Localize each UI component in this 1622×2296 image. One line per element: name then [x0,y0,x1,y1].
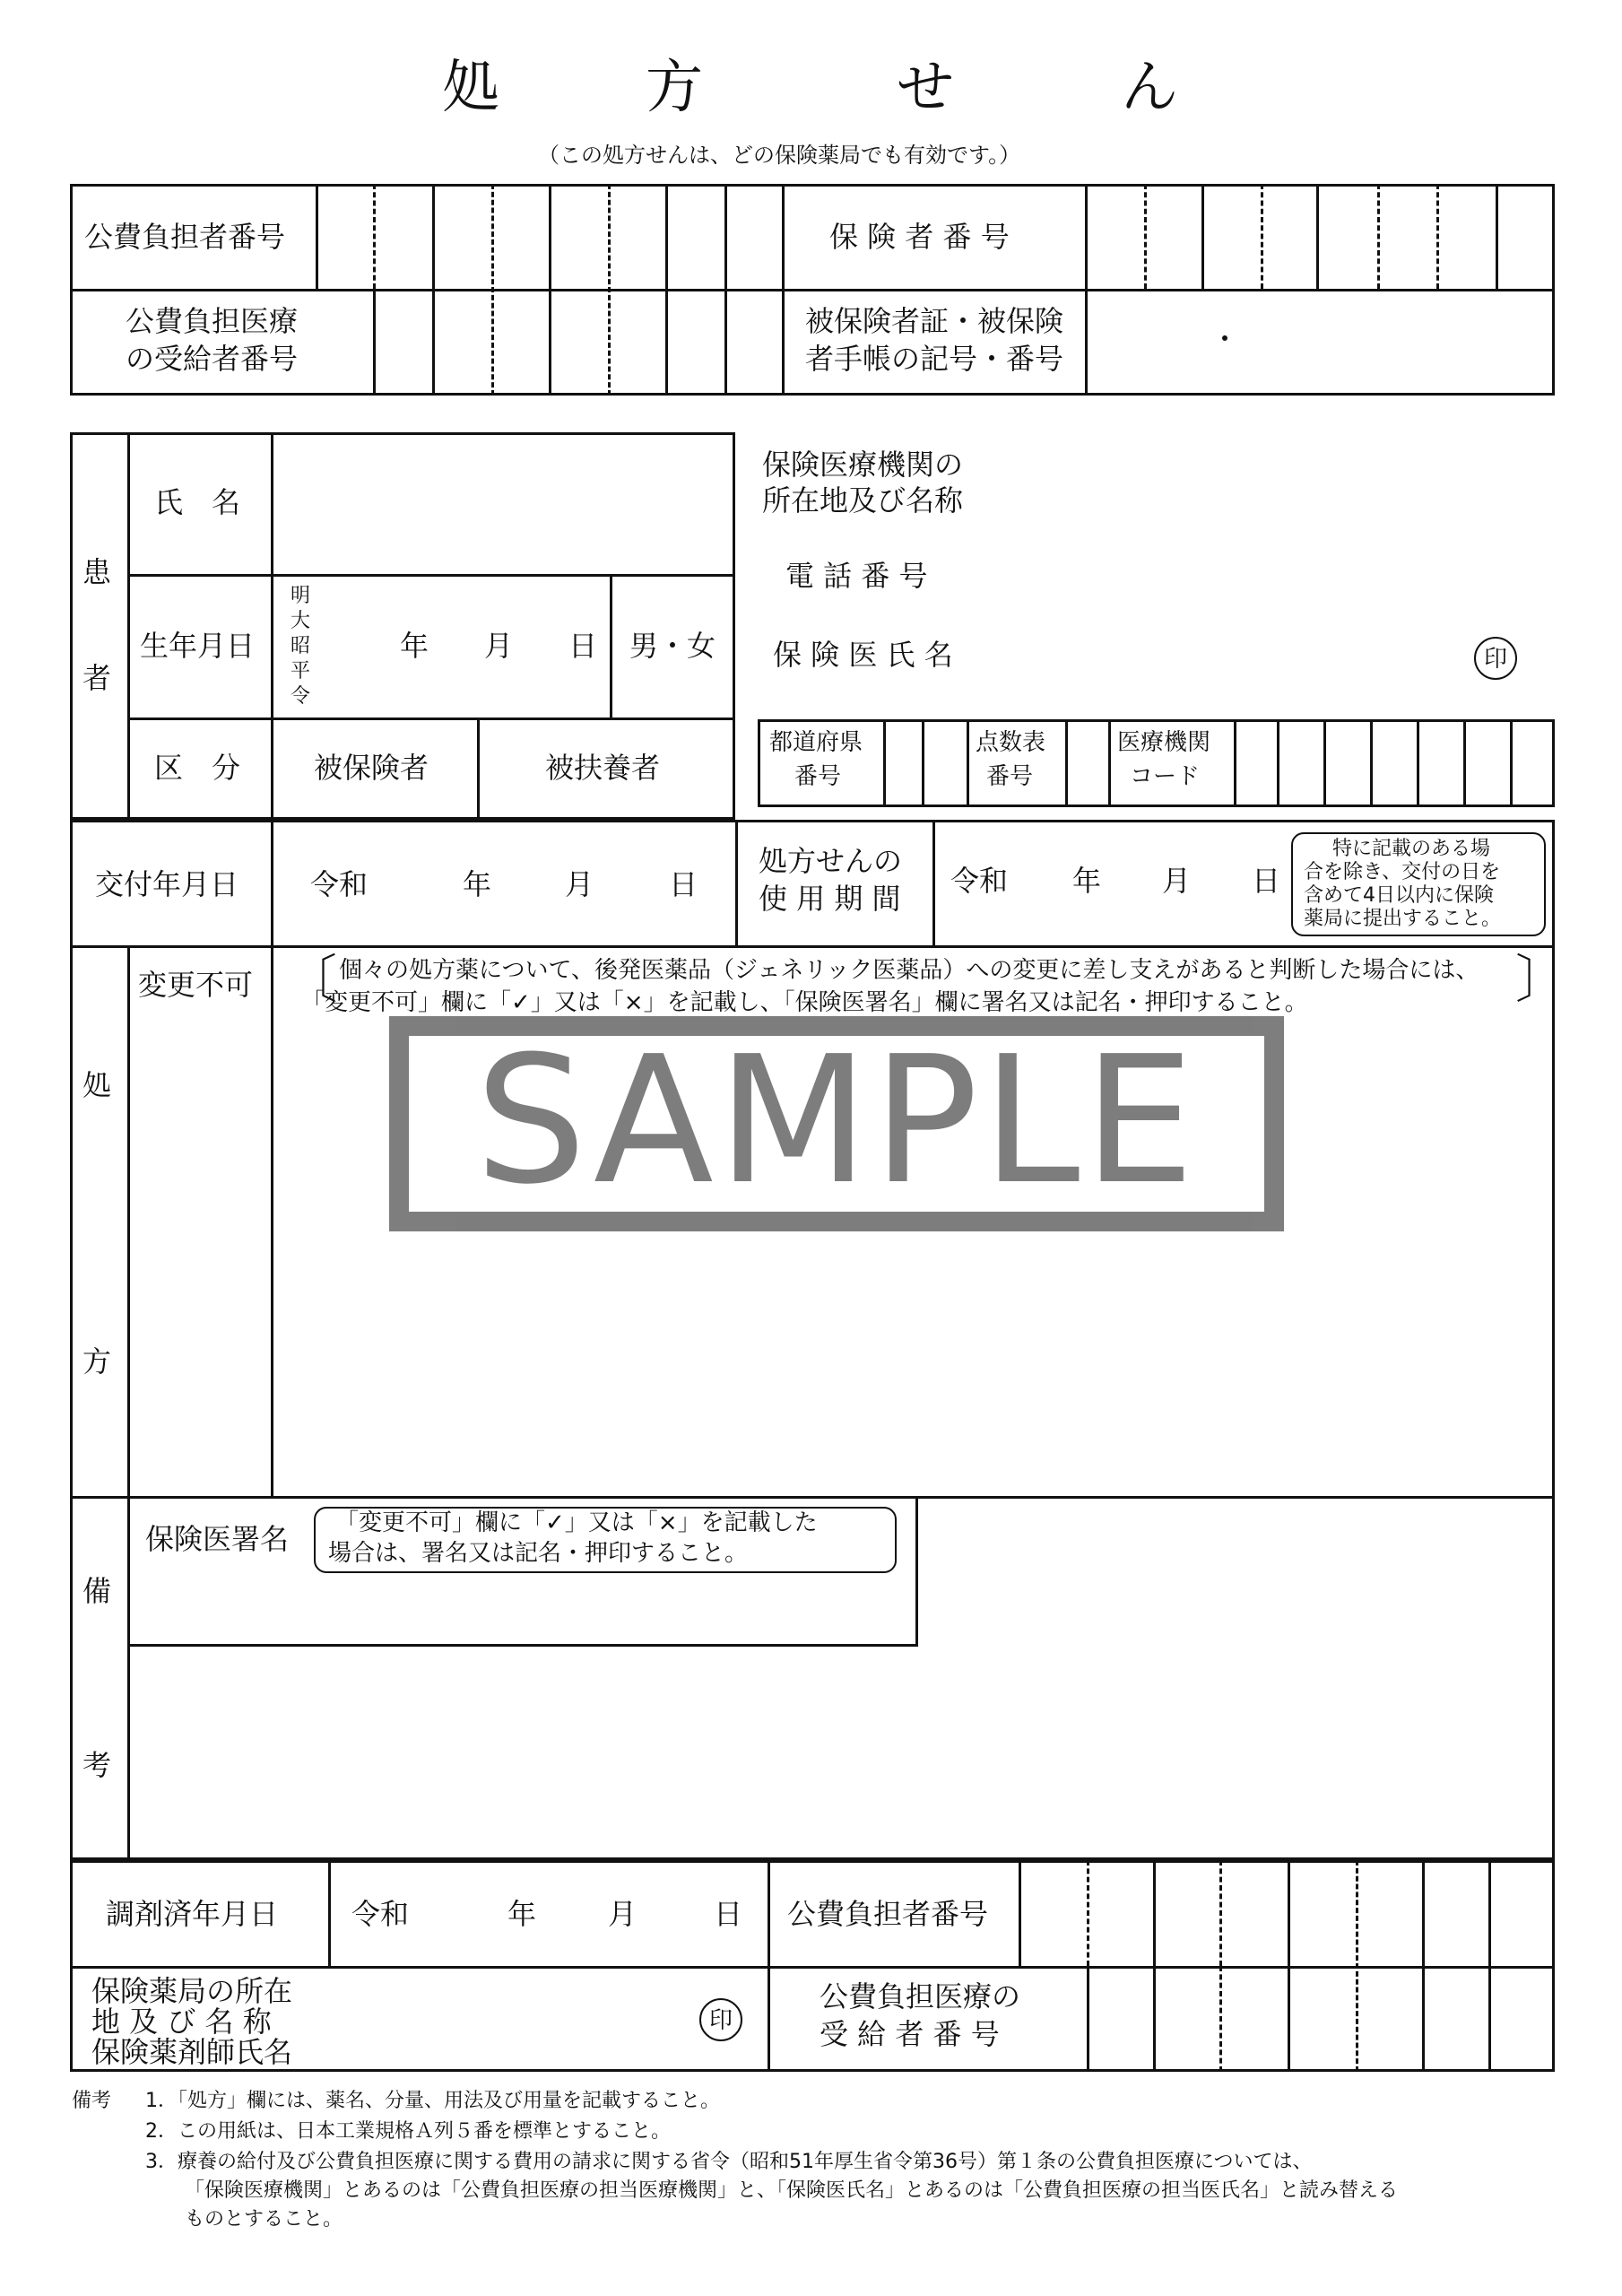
subtitle: （この処方せんは、どの保険薬局でも有効です。） [538,143,1021,168]
institution-location-1: 保険医療機関の [762,448,964,482]
sign-note-1: 「変更不可」欄に「✓」又は「×」を記載した [335,1509,818,1536]
insured-card-label-2: 者手帳の記号・番号 [805,342,1064,376]
institution-code-label-1: 医療機関 [1117,729,1211,756]
institution-code-label-2: コード [1130,763,1201,790]
footer-note-3c: ものとすること。 [185,2208,343,2231]
footer-note-3a: 3．療養の給付及び公費負担医療に関する費用の請求に関する省令（昭和51年厚生省令第36号）第１条の公費負担医療については、 [145,2151,1313,2173]
dispense-month: 月 [608,1897,638,1931]
use-period-label-1: 処方せんの [759,844,903,878]
era-heisei: 平 [291,660,311,683]
dob-month: 月 [484,629,514,663]
patient-section-1: 患 [82,555,112,589]
period-era: 令和 [950,864,1009,898]
pharmacist-seal-icon: 印 [699,1998,742,2041]
public-recipient-no-label-1: 公費負担医療 [126,304,299,338]
dob-day: 日 [568,629,598,663]
period-note-3: 含めて4日以内に保険 [1304,884,1494,907]
period-month: 月 [1162,864,1192,898]
name-label: 氏 名 [154,485,241,519]
period-note-4: 薬局に提出すること。 [1304,908,1502,930]
dob-year: 年 [400,629,429,663]
issue-year: 年 [463,867,492,901]
era-reiwa: 令 [291,685,311,708]
dispense-public-payer-label: 公費負担者番号 [787,1897,989,1931]
dispense-date-label: 調剤済年月日 [106,1897,279,1931]
remarks-section-1: 備 [82,1574,112,1608]
period-year: 年 [1072,864,1102,898]
public-recipient-no-label-2: の受給者番号 [126,342,299,376]
patient-section-2: 者 [82,661,112,695]
use-period-label-2: 使 用 期 間 [759,882,901,916]
issue-month: 月 [565,867,594,901]
dispense-era: 令和 [351,1897,410,1931]
title-char-4: ん [1121,55,1178,121]
insured-option: 被保険者 [314,751,429,785]
issue-day: 日 [669,867,698,901]
era-taisho: 大 [291,610,311,632]
phone-label: 電 話 番 号 [785,559,928,593]
footer-note-1: 1．「処方」欄には、薬名、分量、用法及び用量を記載すること。 [145,2090,720,2112]
pharmacy-label-2: 地 及 び 名 称 [91,2005,272,2039]
dob-label: 生年月日 [140,629,256,663]
footer-label: 備考 [72,2090,112,2112]
doctor-seal-icon: 印 [1474,637,1517,680]
public-payer-no-label: 公費負担者番号 [84,220,286,254]
issue-era: 令和 [310,867,369,901]
footer-note-3b: 「保険医療機関」とあるのは「公費負担医療の担当医療機関」と、「保険医氏名」とあるのは「公費負担医療の担当医氏名」と読み替える [185,2179,1399,2202]
pharmacy-label-1: 保険薬局の所在 [91,1974,293,2008]
period-note-2: 合を除き、交付の日を [1304,861,1501,883]
pref-no-label-2: 番号 [794,763,842,790]
generic-note-1: 個々の処方薬について、後発医薬品（ジェネリック医薬品）への変更に差し支えがあると判断した場合には、 [339,957,1479,984]
remarks-section-2: 考 [82,1748,112,1782]
score-table-label-1: 点数表 [976,729,1046,756]
dispense-recipient-label-2: 受 給 者 番 号 [820,2017,1000,2051]
era-meiji: 明 [291,585,311,607]
doctor-name-label: 保 険 医 氏 名 [773,638,953,672]
sex-label: 男・女 [629,629,716,663]
insurer-no-label: 保 険 者 番 号 [829,220,1010,254]
dispense-year: 年 [507,1897,537,1931]
prescription-section-1: 処 [82,1068,112,1102]
pharmacy-label-3: 保険薬剤師氏名 [91,2035,293,2069]
prescription-section-2: 方 [82,1344,112,1378]
issue-date-label: 交付年月日 [95,867,239,901]
dependent-option: 被扶養者 [545,751,661,785]
score-table-label-2: 番号 [986,763,1034,790]
category-label: 区 分 [154,751,241,785]
generic-note-close: 〕 [1515,949,1568,1010]
sign-note-2: 場合は、署名又は記名・押印すること。 [328,1540,749,1567]
generic-note-2: 「変更不可」欄に「✓」又は「×」を記載し、「保険医署名」欄に署名又は記名・押印すること。 [301,989,1308,1016]
period-day: 日 [1252,864,1281,898]
insured-card-label-1: 被保険者証・被保険 [805,304,1064,338]
generic-note-open: 〔 [285,949,338,1010]
title-char-2: 方 [646,55,703,121]
doctor-sign-label: 保険医署名 [145,1522,290,1556]
pref-no-label-1: 都道府県 [769,729,863,756]
era-showa: 昭 [291,635,311,657]
footer-note-2: 2．この用紙は、日本工業規格Ａ列５番を標準とすること。 [145,2120,671,2143]
title-char-1: 処 [442,55,499,121]
no-change-label: 変更不可 [138,968,254,1002]
dispense-recipient-label-1: 公費負担医療の [820,1979,1021,2013]
period-note-1: 特に記載のある場 [1332,838,1491,860]
insured-card-dot: ・ [1210,322,1240,356]
institution-location-2: 所在地及び名称 [762,483,964,517]
dispense-day: 日 [714,1897,743,1931]
sample-watermark: SAMPLE [389,1016,1284,1231]
title-char-3: せ [897,55,954,121]
